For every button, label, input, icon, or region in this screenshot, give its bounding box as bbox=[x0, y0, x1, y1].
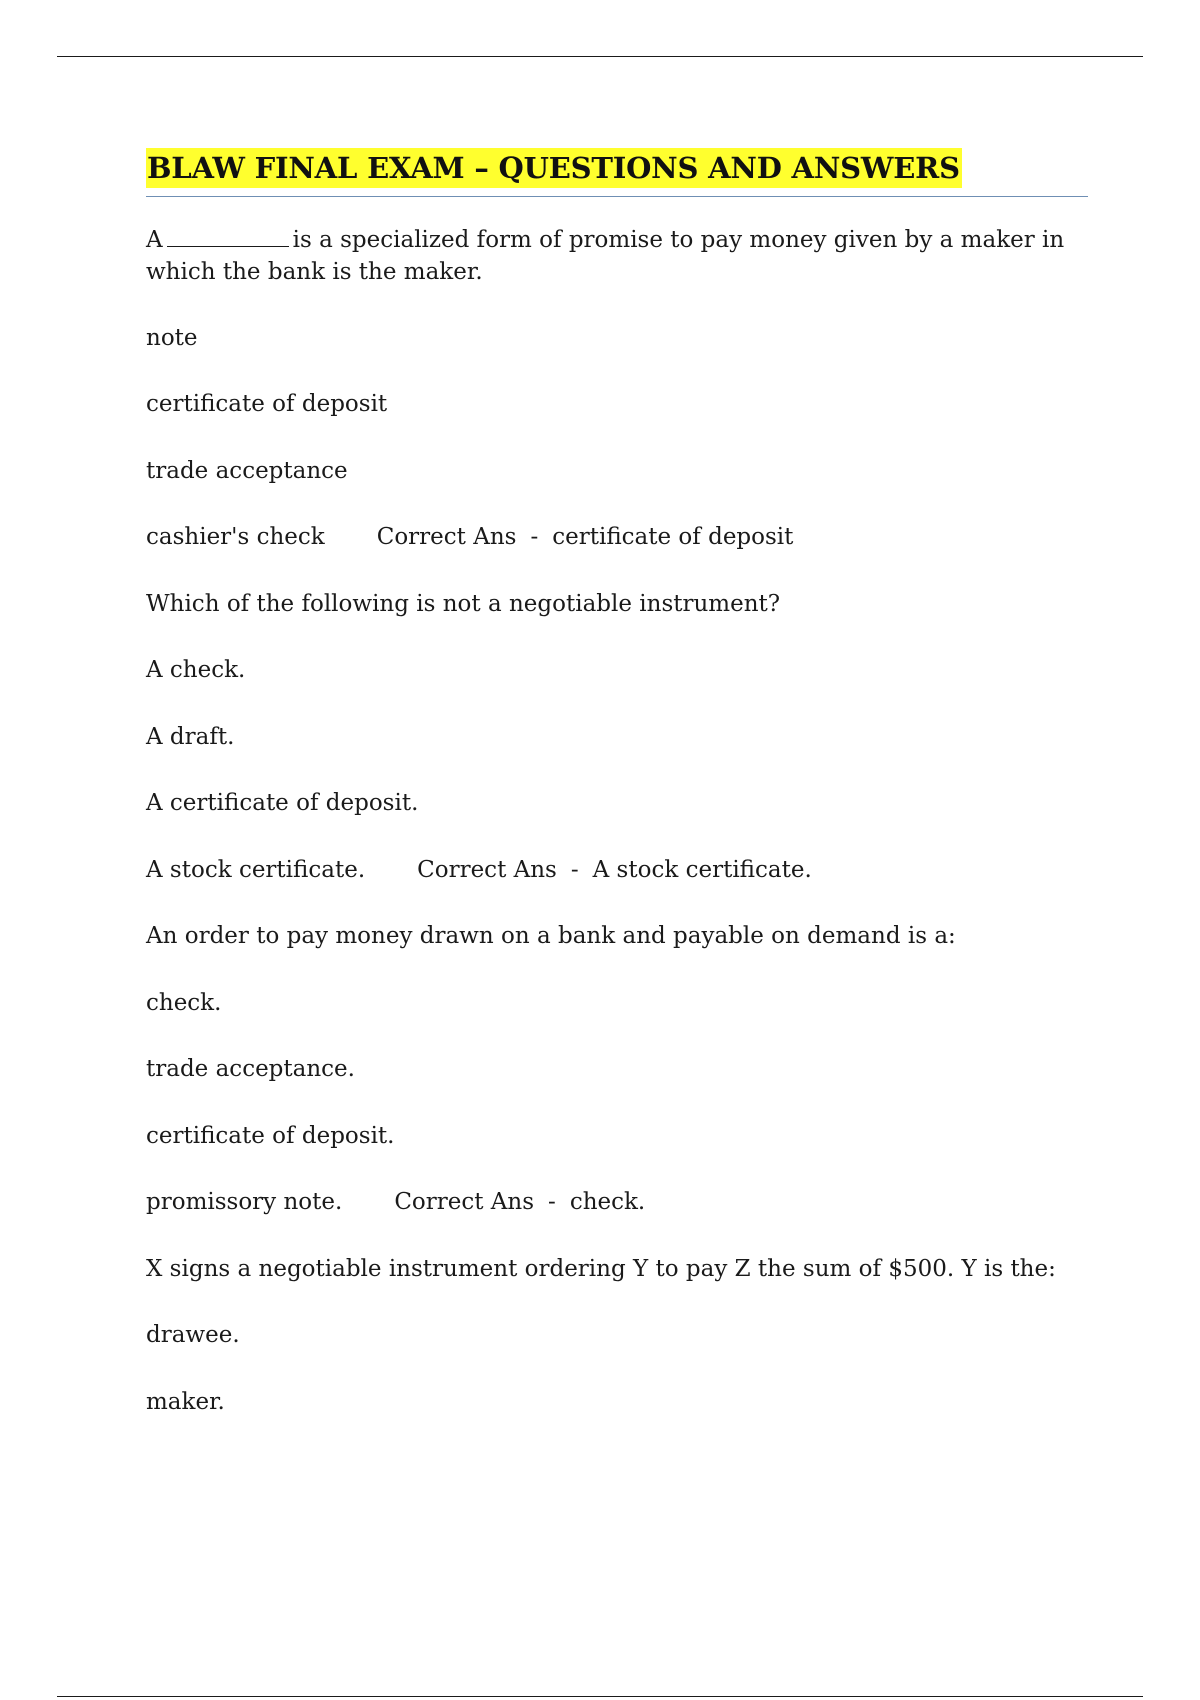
option: certificate of deposit bbox=[146, 391, 388, 417]
answer-separator: - bbox=[548, 1189, 556, 1215]
answer-line-1 bbox=[146, 521, 1090, 554]
answer-value: A stock certificate. bbox=[592, 856, 812, 883]
question-4: X signs a negotiable instrument ordering Y to pay Z the sum of $500. Y is the: bbox=[146, 1255, 1056, 1282]
answer-label: Correct Ans bbox=[376, 524, 517, 550]
question-list bbox=[146, 224, 1090, 1419]
footer-rule bbox=[57, 1696, 1143, 1697]
option: drawee. bbox=[146, 1322, 240, 1348]
option: trade acceptance. bbox=[146, 1056, 355, 1082]
option: A certificate of deposit. bbox=[146, 790, 419, 816]
fill-in-blank bbox=[167, 224, 289, 247]
option: cashier's check bbox=[146, 524, 325, 550]
question-1-suffix: is a specialized form of promise to pay money given by a maker in which the bank is the maker. bbox=[146, 227, 1065, 285]
document-body bbox=[146, 148, 1090, 1452]
option: check. bbox=[146, 989, 222, 1016]
answer-value: check. bbox=[569, 1189, 646, 1215]
option: A check. bbox=[146, 657, 246, 683]
document-title: BLAW FINAL EXAM – QUESTIONS AND ANSWERS bbox=[146, 148, 962, 188]
answer-line-3 bbox=[146, 1186, 1090, 1219]
question-1-prefix: A bbox=[146, 227, 163, 253]
option: A draft. bbox=[146, 723, 235, 750]
question-2: Which of the following is not a negotiable instrument? bbox=[146, 590, 781, 617]
answer-separator: - bbox=[530, 524, 539, 550]
option: trade acceptance bbox=[146, 457, 348, 484]
option: maker. bbox=[146, 1388, 225, 1415]
title-block bbox=[146, 148, 1088, 197]
answer-label: Correct Ans bbox=[394, 1189, 535, 1215]
question-3: An order to pay money drawn on a bank and payable on demand is a: bbox=[146, 923, 956, 949]
answer-value: certificate of deposit bbox=[552, 524, 794, 550]
answer-label: Correct Ans bbox=[417, 856, 557, 883]
question-1 bbox=[146, 224, 1090, 288]
header-rule bbox=[57, 56, 1143, 57]
option: certificate of deposit. bbox=[146, 1122, 395, 1149]
option: A stock certificate. bbox=[146, 856, 366, 883]
answer-separator: - bbox=[570, 856, 579, 883]
option: note bbox=[146, 324, 198, 351]
option: promissory note. bbox=[146, 1189, 343, 1215]
answer-line-2 bbox=[146, 854, 1090, 887]
